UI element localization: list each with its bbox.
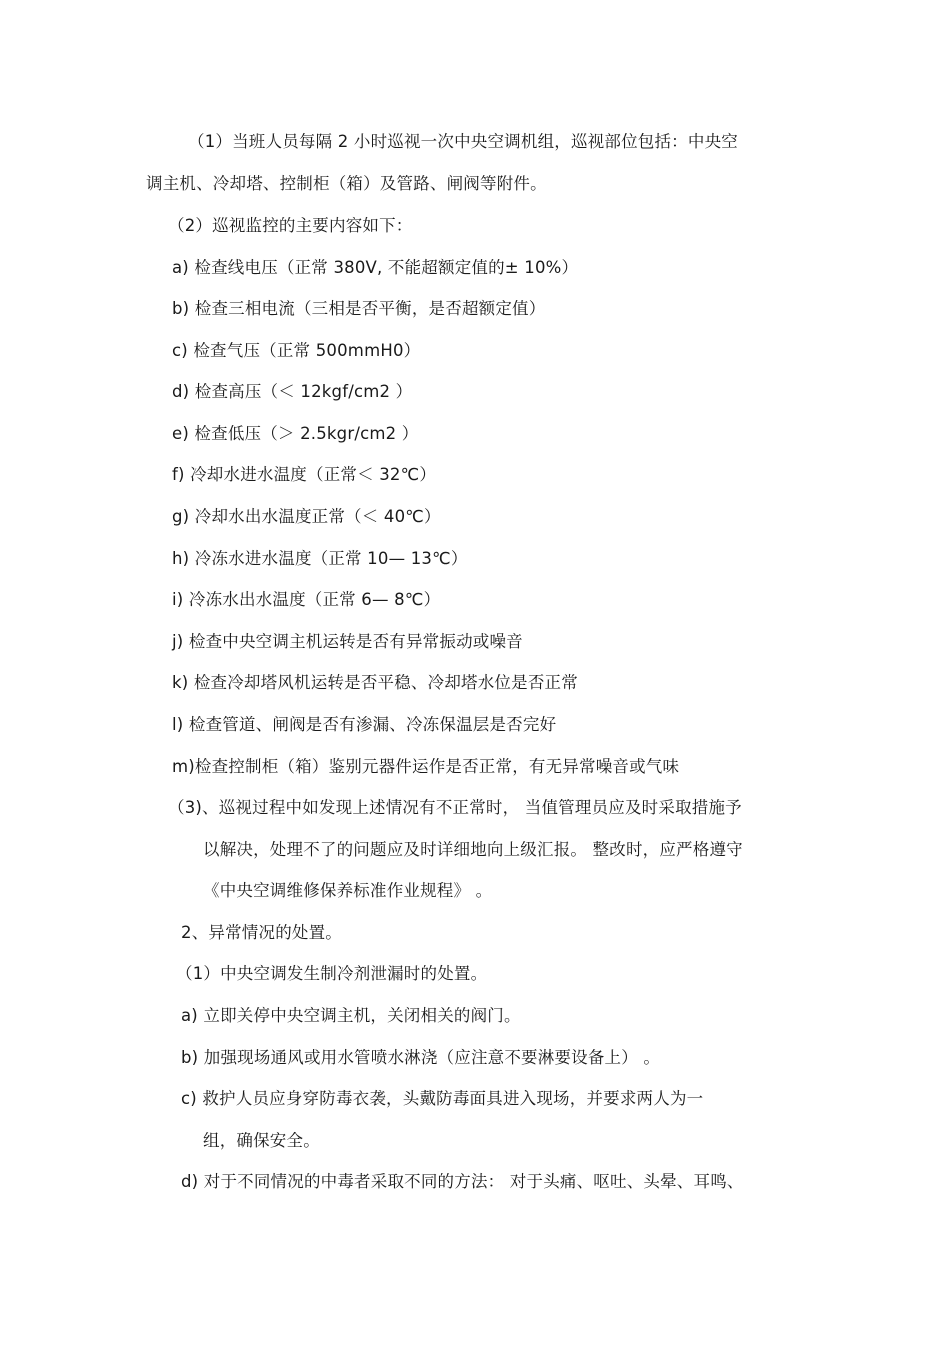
list-item-b: b) 检查三相电流（三相是否平衡，是否超额定值） [172,299,546,318]
paragraph-1-line-2: 调主机、冷却塔、控制柜（箱）及管路、闸阀等附件。 [146,174,547,193]
list-item-m: m)检查控制柜（箱）鉴别元器件运作是否正常，有无异常噪音或气味 [172,757,680,776]
section-heading-abnormal: 2、异常情况的处置。 [181,923,342,942]
paragraph-1-line-1: （1）当班人员每隔 2 小时巡视一次中央空调机组，巡视部位包括：中央空 [188,132,738,151]
leak-item-b: b) 加强现场通风或用水管喷水淋浇（应注意不要淋要设备上） 。 [181,1048,661,1067]
section-heading-monitoring: （2）巡视监控的主要内容如下： [168,216,413,235]
list-item-k: k) 检查冷却塔风机运转是否平稳、冷却塔水位是否正常 [172,673,578,692]
list-item-f: f) 冷却水进水温度（正常＜ 32℃） [172,465,437,484]
list-item-l: l) 检查管道、闸阀是否有渗漏、冷冻保温层是否完好 [172,715,557,734]
subsection-heading-leak: （1）中央空调发生制冷剂泄漏时的处置。 [176,964,488,983]
list-item-g: g) 冷却水出水温度正常（＜ 40℃） [172,507,441,526]
paragraph-3-line-1: （3)、巡视过程中如发现上述情况有不正常时， 当值管理员应及时采取措施予 [168,798,742,817]
list-item-h: h) 冷冻水进水温度（正常 10— 13℃） [172,549,468,568]
leak-item-d-line-1: d) 对于不同情况的中毒者采取不同的方法： 对于头痛、呕吐、头晕、耳鸣、 [181,1172,744,1191]
list-item-j: j) 检查中央空调主机运转是否有异常振动或噪音 [172,632,523,651]
list-item-a: a) 检查线电压（正常 380V, 不能超额定值的± 10%） [172,258,579,277]
leak-item-c-line-2: 组，确保安全。 [203,1131,320,1150]
list-item-c: c) 检查气压（正常 500mmH0） [172,341,421,360]
list-item-i: i) 冷冻水出水温度（正常 6— 8℃） [172,590,441,609]
list-item-e: e) 检查低压（＞ 2.5kgr/cm2 ） [172,424,419,443]
paragraph-3-line-3: 《中央空调维修保养标准作业规程》 。 [203,881,493,900]
leak-item-a: a) 立即关停中央空调主机，关闭相关的阀门。 [181,1006,521,1025]
leak-item-c-line-1: c) 救护人员应身穿防毒衣袭，头戴防毒面具进入现场，并要求两人为一 [181,1089,704,1108]
list-item-d: d) 检查高压（＜ 12kgf/cm2 ） [172,382,413,401]
paragraph-3-line-2: 以解决，处理不了的问题应及时详细地向上级汇报。 整改时，应严格遵守 [203,840,743,859]
